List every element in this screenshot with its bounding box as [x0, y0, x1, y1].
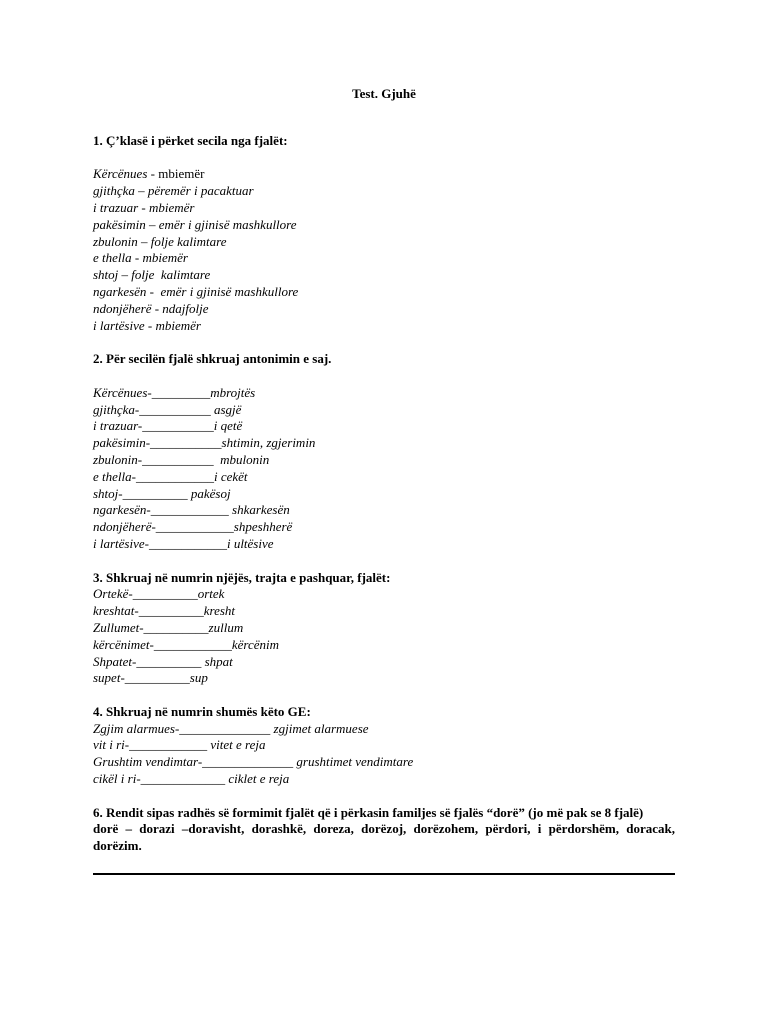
question-1-list [93, 166, 675, 334]
question-2-list [93, 385, 675, 553]
q1-line: i trazuar - mbiemër [93, 199, 195, 215]
question-6-heading: 6. Rendit sipas radhës së formimit fjalët që i përkasin familjes së fjalës “dorë” (jo më pak se 8 fjalë) [93, 804, 644, 820]
q1-line: e thella - mbiemër [93, 250, 188, 266]
q2-line: Kërcënues-_________mbrojtës [93, 384, 256, 400]
q2-line: pakësimin-___________shtimin, zgjerimin [93, 435, 316, 451]
question-3-list [93, 586, 675, 687]
question-2-heading: 2. Për secilën fjalë shkruaj antonimin e saj. [93, 351, 332, 367]
q4-line: Grushtim vendimtar-______________ grushtimet vendimtare [93, 754, 414, 770]
q1-line [93, 166, 675, 183]
q3-line: kreshtat-__________kresht [93, 603, 236, 619]
q4-line: vit i ri-____________ vitet e reja [93, 737, 266, 753]
q3-line: Zullumet-__________zullum [93, 619, 244, 635]
document-title: Test. Gjuhë [352, 86, 416, 101]
q2-line: shtoj-__________ pakësoj [93, 485, 231, 501]
q2-line: e thella-____________i cekët [93, 468, 248, 484]
q1-line: ndonjëherë - ndajfolje [93, 300, 209, 316]
q2-line: i lartësive-____________i ultësive [93, 535, 274, 551]
q3-line: Ortekë-__________ortek [93, 586, 225, 602]
q2-line: zbulonin-___________ mbulonin [93, 451, 270, 467]
document-page [93, 86, 675, 875]
q3-line: Shpatet-__________ shpat [93, 653, 233, 669]
q1-line: shtoj – folje kalimtare [93, 267, 211, 283]
q1-line: i lartësive - mbiemër [93, 317, 201, 333]
question-4-list [93, 721, 675, 788]
q4-line: cikël i ri-_____________ ciklet e reja [93, 771, 290, 787]
q4-line: Zgjim alarmues-______________ zgjimet alarmuese [93, 720, 369, 736]
horizontal-rule [93, 873, 675, 875]
q1-line: ngarkesën - emër i gjinisë mashkullore [93, 283, 299, 299]
q2-line: ndonjëherë-____________shpeshherë [93, 519, 293, 535]
q2-line: i trazuar-___________i qetë [93, 418, 243, 434]
q2-line: gjithçka-___________ asgjë [93, 401, 242, 417]
q1-answer: - mbiemër [147, 166, 205, 182]
question-1-heading: 1. Ç’klasë i përket secila nga fjalët: [93, 132, 288, 148]
q1-line: gjithçka – përemër i pacaktuar [93, 183, 254, 199]
q3-line: kërcënimet-____________kërcënim [93, 636, 280, 652]
q3-line: supet-__________sup [93, 670, 208, 686]
question-3-heading: 3. Shkruaj në numrin njëjës, trajta e pashquar, fjalët: [93, 569, 391, 585]
q2-line: ngarkesën-____________ shkarkesën [93, 502, 290, 518]
q1-line: pakësimin – emër i gjinisë mashkullore [93, 216, 297, 232]
q1-word: Kërcënues [93, 166, 148, 182]
question-6-answer: dorë – dorazi –doravisht, dorashkë, doreza, dorëzoj, dorëzohem, përdori, i përdorshëm, doracak, dorëzim. [93, 821, 675, 854]
question-4-heading: 4. Shkruaj në numrin shumës këto GE: [93, 703, 311, 719]
q1-line: zbulonin – folje kalimtare [93, 233, 227, 249]
